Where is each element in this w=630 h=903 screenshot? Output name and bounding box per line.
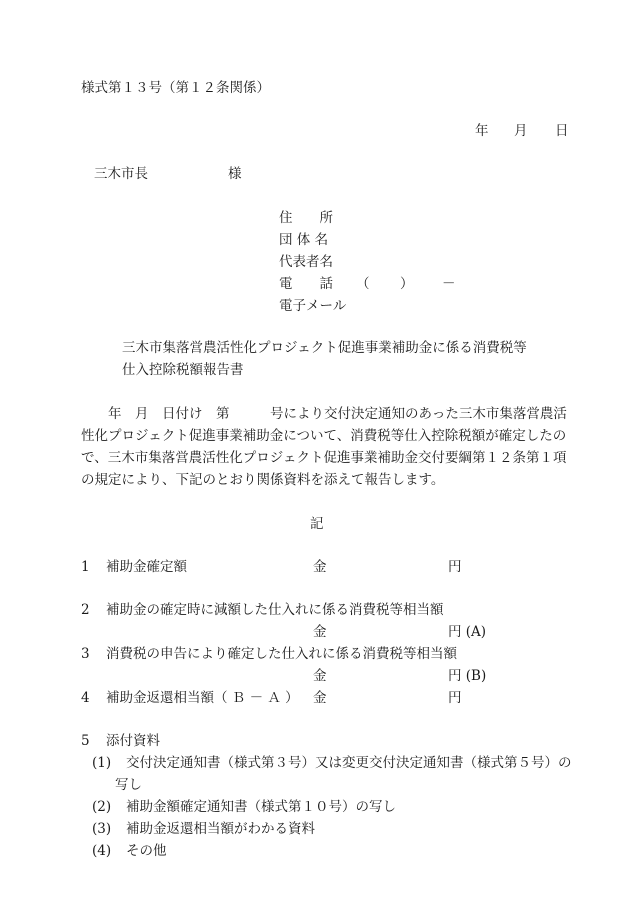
date-year: 年 [475, 123, 489, 139]
item-number: 4 [81, 690, 90, 706]
document-title-line2: 仕入控除税額報告書 [122, 362, 244, 378]
phone-paren-open: （ [356, 276, 370, 292]
body-line: 年 月 日付け 第 号により交付決定通知のあった三木市集落営農活 [81, 406, 567, 422]
item-number: 2 [81, 602, 90, 618]
form-number: 様式第１３号（第１２条関係） [81, 80, 270, 96]
item-label: 消費税の申告により確定した仕入れに係る消費税等相当額 [106, 646, 457, 662]
item-label: 補助金確定額 [106, 559, 187, 575]
attachments-label: 添付資料 [106, 733, 160, 749]
record-heading: 記 [310, 516, 324, 532]
attachment-text: その他 [126, 843, 167, 859]
addressee-name: 三木市長 [94, 166, 148, 182]
addressee-honorific: 様 [228, 166, 242, 182]
attachment-text: 補助金額確定通知書（様式第１０号）の写し [126, 799, 396, 815]
item-label: 補助金返還相当額（ Ｂ － Ａ ） [106, 690, 299, 706]
body-line: の規定により、下記のとおり関係資料を添えて報告します。 [81, 472, 445, 488]
attachment-text: 補助金返還相当額がわかる資料 [126, 821, 315, 837]
date-month: 月 [514, 123, 528, 139]
item-label: 補助金の確定時に減額した仕入れに係る消費税等相当額 [106, 602, 444, 618]
attachment-number: (3) [92, 821, 112, 837]
attachment-number: (1) [92, 755, 112, 771]
email-label: 電子メール [279, 298, 347, 314]
amount-suffix: 円 (B) [448, 668, 487, 684]
amount-suffix: 円 [448, 690, 462, 706]
amount-prefix: 金 [313, 624, 327, 640]
representative-label: 代表者名 [279, 254, 333, 270]
amount-suffix: 円 [448, 559, 462, 575]
date-day: 日 [555, 123, 569, 139]
attachment-text: 写し [115, 777, 142, 793]
amount-suffix: 円 (A) [448, 624, 487, 640]
amount-prefix: 金 [313, 668, 327, 684]
item-number: 3 [81, 646, 90, 662]
attachment-number: (2) [92, 799, 112, 815]
body-line: 性化プロジェクト促進事業補助金について、消費税等仕入控除税額が確定したの [81, 428, 567, 444]
org-name-label: 団 体 名 [279, 232, 329, 248]
phone-label: 電 話 [279, 276, 333, 292]
amount-prefix: 金 [313, 559, 327, 575]
attachment-text: 交付決定通知書（様式第３号）又は変更交付決定通知書（様式第５号）の [126, 755, 572, 771]
item-number: 1 [81, 559, 90, 575]
phone-dash: － [442, 276, 456, 292]
document-title-line1: 三木市集落営農活性化プロジェクト促進事業補助金に係る消費税等 [122, 340, 527, 356]
attachment-number: (4) [92, 843, 112, 859]
body-line: で、三木市集落営農活性化プロジェクト促進事業補助金交付要綱第１２条第１項 [81, 450, 567, 466]
address-label: 住 所 [279, 210, 333, 226]
amount-prefix: 金 [313, 690, 327, 706]
phone-paren-close: ） [400, 276, 414, 292]
item-number: 5 [81, 733, 90, 749]
